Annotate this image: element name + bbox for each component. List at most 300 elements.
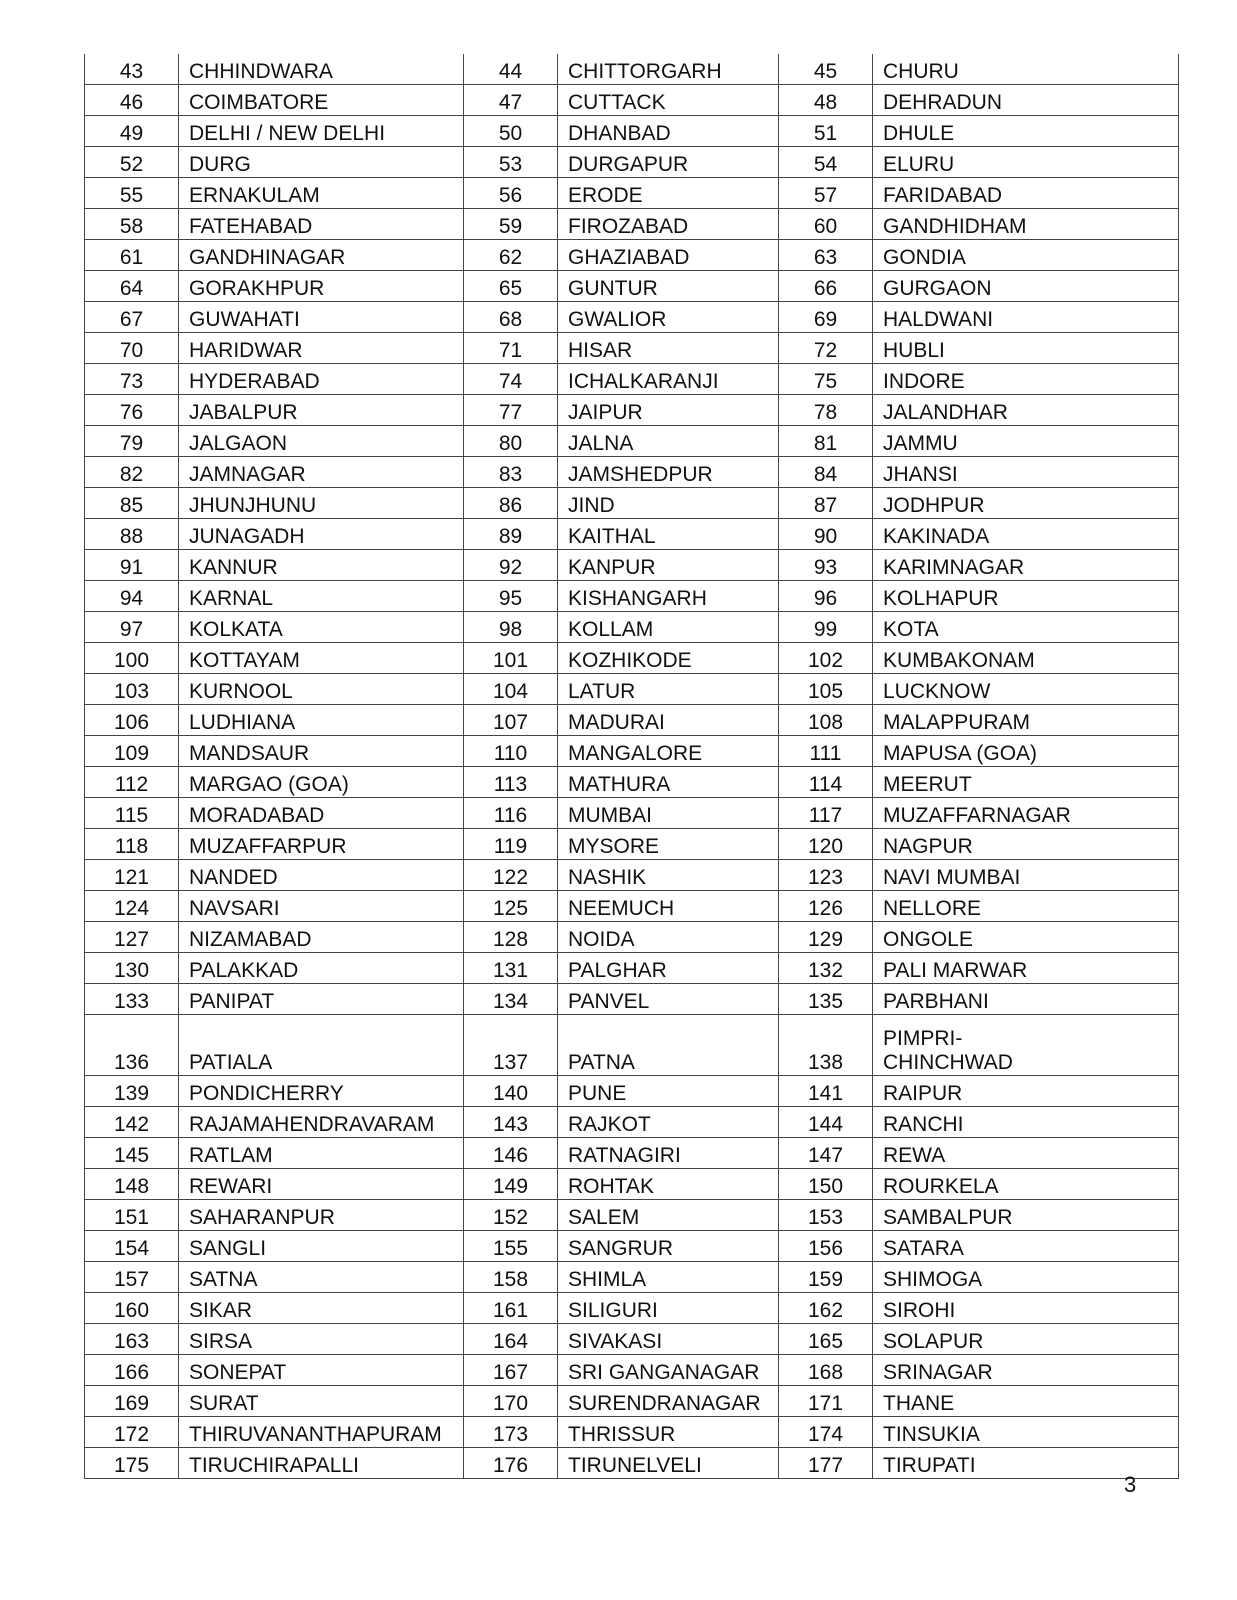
city-serial-number: 60: [779, 209, 873, 240]
city-name: FIROZABAD: [558, 209, 779, 240]
city-name: HYDERABAD: [179, 364, 464, 395]
city-name: HARIDWAR: [179, 333, 464, 364]
table-row: [85, 1076, 1179, 1107]
table-row: [85, 426, 1179, 457]
city-name: KAKINADA: [873, 519, 1179, 550]
city-serial-number: 157: [85, 1262, 179, 1293]
table-row: [85, 178, 1179, 209]
city-name: TIRUNELVELI: [558, 1448, 779, 1479]
city-name: GONDIA: [873, 240, 1179, 271]
city-serial-number: 176: [464, 1448, 558, 1479]
city-serial-number: 145: [85, 1138, 179, 1169]
city-serial-number: 107: [464, 705, 558, 736]
city-serial-number: 112: [85, 767, 179, 798]
city-serial-number: 55: [85, 178, 179, 209]
city-name: SIKAR: [179, 1293, 464, 1324]
city-serial-number: 70: [85, 333, 179, 364]
city-serial-number: 104: [464, 674, 558, 705]
city-serial-number: 53: [464, 147, 558, 178]
city-serial-number: 116: [464, 798, 558, 829]
table-row: [85, 209, 1179, 240]
city-name: GHAZIABAD: [558, 240, 779, 271]
city-serial-number: 86: [464, 488, 558, 519]
city-serial-number: 131: [464, 953, 558, 984]
table-row: [85, 860, 1179, 891]
city-serial-number: 88: [85, 519, 179, 550]
city-serial-number: 118: [85, 829, 179, 860]
city-name: NELLORE: [873, 891, 1179, 922]
city-name: NAVI MUMBAI: [873, 860, 1179, 891]
table-row: [85, 1355, 1179, 1386]
city-name: TINSUKIA: [873, 1417, 1179, 1448]
city-serial-number: 153: [779, 1200, 873, 1231]
city-serial-number: 72: [779, 333, 873, 364]
city-serial-number: 106: [85, 705, 179, 736]
city-serial-number: 165: [779, 1324, 873, 1355]
city-serial-number: 63: [779, 240, 873, 271]
city-serial-number: 101: [464, 643, 558, 674]
city-name: MANDSAUR: [179, 736, 464, 767]
city-serial-number: 151: [85, 1200, 179, 1231]
city-name: REWARI: [179, 1169, 464, 1200]
city-name: LATUR: [558, 674, 779, 705]
city-serial-number: 162: [779, 1293, 873, 1324]
city-name: JUNAGADH: [179, 519, 464, 550]
city-serial-number: 146: [464, 1138, 558, 1169]
city-name: ERODE: [558, 178, 779, 209]
table-row: [85, 1293, 1179, 1324]
city-serial-number: 141: [779, 1076, 873, 1107]
city-name: SRINAGAR: [873, 1355, 1179, 1386]
city-name: SALEM: [558, 1200, 779, 1231]
city-name: NEEMUCH: [558, 891, 779, 922]
city-serial-number: 79: [85, 426, 179, 457]
city-serial-number: 115: [85, 798, 179, 829]
city-serial-number: 58: [85, 209, 179, 240]
city-name: KARNAL: [179, 581, 464, 612]
city-serial-number: 159: [779, 1262, 873, 1293]
table-row: [85, 364, 1179, 395]
table-row: [85, 1200, 1179, 1231]
city-name: NANDED: [179, 860, 464, 891]
city-name: JALGAON: [179, 426, 464, 457]
city-name: SATNA: [179, 1262, 464, 1293]
city-serial-number: 167: [464, 1355, 558, 1386]
city-name: SILIGURI: [558, 1293, 779, 1324]
city-name: KANNUR: [179, 550, 464, 581]
city-name: JAMMU: [873, 426, 1179, 457]
city-name: HALDWANI: [873, 302, 1179, 333]
city-serial-number: 119: [464, 829, 558, 860]
city-name: DURG: [179, 147, 464, 178]
city-serial-number: 142: [85, 1107, 179, 1138]
city-name: PATIALA: [179, 1015, 464, 1076]
city-name: KOLHAPUR: [873, 581, 1179, 612]
city-name: JIND: [558, 488, 779, 519]
city-serial-number: 120: [779, 829, 873, 860]
city-name: KISHANGARH: [558, 581, 779, 612]
city-name: ROURKELA: [873, 1169, 1179, 1200]
city-serial-number: 98: [464, 612, 558, 643]
city-serial-number: 125: [464, 891, 558, 922]
city-serial-number: 44: [464, 54, 558, 85]
table-row: [85, 953, 1179, 984]
city-name: JODHPUR: [873, 488, 1179, 519]
table-row: [85, 705, 1179, 736]
city-name: KURNOOL: [179, 674, 464, 705]
city-serial-number: 117: [779, 798, 873, 829]
city-serial-number: 77: [464, 395, 558, 426]
city-serial-number: 133: [85, 984, 179, 1015]
city-name: KOLKATA: [179, 612, 464, 643]
city-name: DELHI / NEW DELHI: [179, 116, 464, 147]
city-serial-number: 51: [779, 116, 873, 147]
city-name: KOTTAYAM: [179, 643, 464, 674]
city-serial-number: 169: [85, 1386, 179, 1417]
city-name: KOLLAM: [558, 612, 779, 643]
city-name: MATHURA: [558, 767, 779, 798]
table-row: [85, 519, 1179, 550]
city-name: LUCKNOW: [873, 674, 1179, 705]
city-serial-number: 49: [85, 116, 179, 147]
city-name: KANPUR: [558, 550, 779, 581]
city-name: SIROHI: [873, 1293, 1179, 1324]
city-name: ELURU: [873, 147, 1179, 178]
city-serial-number: 50: [464, 116, 558, 147]
city-name: ICHALKARANJI: [558, 364, 779, 395]
city-name: KARIMNAGAR: [873, 550, 1179, 581]
city-name: SOLAPUR: [873, 1324, 1179, 1355]
city-serial-number: 122: [464, 860, 558, 891]
city-name: RAJAMAHENDRAVARAM: [179, 1107, 464, 1138]
table-row: [85, 240, 1179, 271]
city-name: JABALPUR: [179, 395, 464, 426]
table-row: [85, 612, 1179, 643]
city-serial-number: 140: [464, 1076, 558, 1107]
city-serial-number: 65: [464, 271, 558, 302]
table-row: [85, 767, 1179, 798]
city-serial-number: 84: [779, 457, 873, 488]
city-serial-number: 171: [779, 1386, 873, 1417]
city-serial-number: 148: [85, 1169, 179, 1200]
city-serial-number: 160: [85, 1293, 179, 1324]
city-serial-number: 172: [85, 1417, 179, 1448]
city-serial-number: 108: [779, 705, 873, 736]
city-serial-number: 155: [464, 1231, 558, 1262]
city-serial-number: 90: [779, 519, 873, 550]
city-serial-number: 78: [779, 395, 873, 426]
city-name: CHURU: [873, 54, 1179, 85]
table-row: [85, 333, 1179, 364]
city-name: GORAKHPUR: [179, 271, 464, 302]
city-serial-number: 97: [85, 612, 179, 643]
city-name: PATNA: [558, 1015, 779, 1076]
table-row: [85, 271, 1179, 302]
city-name: MEERUT: [873, 767, 1179, 798]
city-serial-number: 56: [464, 178, 558, 209]
city-serial-number: 93: [779, 550, 873, 581]
table-row: [85, 1262, 1179, 1293]
city-name: FARIDABAD: [873, 178, 1179, 209]
city-serial-number: 177: [779, 1448, 873, 1479]
city-name: SIVAKASI: [558, 1324, 779, 1355]
city-name: RAJKOT: [558, 1107, 779, 1138]
city-name: RANCHI: [873, 1107, 1179, 1138]
city-serial-number: 48: [779, 85, 873, 116]
city-serial-number: 67: [85, 302, 179, 333]
city-serial-number: 132: [779, 953, 873, 984]
city-name: NIZAMABAD: [179, 922, 464, 953]
city-serial-number: 96: [779, 581, 873, 612]
city-serial-number: 85: [85, 488, 179, 519]
city-name: SIRSA: [179, 1324, 464, 1355]
city-name: KOZHIKODE: [558, 643, 779, 674]
table-row: [85, 457, 1179, 488]
table-row: [85, 1138, 1179, 1169]
table-row: [85, 116, 1179, 147]
table-row: [85, 798, 1179, 829]
city-serial-number: 135: [779, 984, 873, 1015]
city-name: MARGAO (GOA): [179, 767, 464, 798]
table-row: [85, 1324, 1179, 1355]
table-row: [85, 1448, 1179, 1479]
city-serial-number: 170: [464, 1386, 558, 1417]
city-serial-number: 138: [779, 1015, 873, 1076]
city-name: THANE: [873, 1386, 1179, 1417]
city-name: INDORE: [873, 364, 1179, 395]
city-name: THRISSUR: [558, 1417, 779, 1448]
city-name: PUNE: [558, 1076, 779, 1107]
table-row: [85, 54, 1179, 85]
city-list-body: [85, 54, 1179, 1479]
city-serial-number: 175: [85, 1448, 179, 1479]
city-name: MORADABAD: [179, 798, 464, 829]
city-name: LUDHIANA: [179, 705, 464, 736]
city-name: DURGAPUR: [558, 147, 779, 178]
city-name: SHIMLA: [558, 1262, 779, 1293]
city-serial-number: 74: [464, 364, 558, 395]
table-row: [85, 488, 1179, 519]
city-serial-number: 110: [464, 736, 558, 767]
city-name: JALANDHAR: [873, 395, 1179, 426]
table-row: [85, 581, 1179, 612]
city-name: SAHARANPUR: [179, 1200, 464, 1231]
city-name: GANDHIDHAM: [873, 209, 1179, 240]
city-serial-number: 64: [85, 271, 179, 302]
city-serial-number: 134: [464, 984, 558, 1015]
city-name: NAGPUR: [873, 829, 1179, 860]
city-name: CHHINDWARA: [179, 54, 464, 85]
city-serial-number: 66: [779, 271, 873, 302]
page-number: 3: [1124, 1472, 1137, 1497]
city-serial-number: 154: [85, 1231, 179, 1262]
city-serial-number: 71: [464, 333, 558, 364]
city-name: ERNAKULAM: [179, 178, 464, 209]
city-serial-number: 69: [779, 302, 873, 333]
city-name: RATLAM: [179, 1138, 464, 1169]
city-name: SANGRUR: [558, 1231, 779, 1262]
city-name: JAMSHEDPUR: [558, 457, 779, 488]
city-serial-number: 136: [85, 1015, 179, 1076]
city-serial-number: 73: [85, 364, 179, 395]
city-name: MALAPPURAM: [873, 705, 1179, 736]
city-name: JHUNJHUNU: [179, 488, 464, 519]
city-name: KUMBAKONAM: [873, 643, 1179, 674]
city-name: MUZAFFARPUR: [179, 829, 464, 860]
city-name: SANGLI: [179, 1231, 464, 1262]
city-serial-number: 68: [464, 302, 558, 333]
city-name: NAVSARI: [179, 891, 464, 922]
city-serial-number: 128: [464, 922, 558, 953]
table-row: [85, 395, 1179, 426]
city-name: SHIMOGA: [873, 1262, 1179, 1293]
city-name: JAMNAGAR: [179, 457, 464, 488]
table-row: [85, 85, 1179, 116]
city-name: TIRUCHIRAPALLI: [179, 1448, 464, 1479]
city-serial-number: 158: [464, 1262, 558, 1293]
city-name: SATARA: [873, 1231, 1179, 1262]
city-name: DHANBAD: [558, 116, 779, 147]
table-row: [85, 1107, 1179, 1138]
city-serial-number: 124: [85, 891, 179, 922]
city-name: PANIPAT: [179, 984, 464, 1015]
table-row: [85, 736, 1179, 767]
city-serial-number: 150: [779, 1169, 873, 1200]
city-name: PONDICHERRY: [179, 1076, 464, 1107]
table-row: [85, 829, 1179, 860]
city-serial-number: 144: [779, 1107, 873, 1138]
city-serial-number: 149: [464, 1169, 558, 1200]
city-serial-number: 173: [464, 1417, 558, 1448]
city-serial-number: 130: [85, 953, 179, 984]
city-name: THIRUVANANTHAPURAM: [179, 1417, 464, 1448]
city-name: SONEPAT: [179, 1355, 464, 1386]
table-row: [85, 147, 1179, 178]
city-serial-number: 99: [779, 612, 873, 643]
city-name: GUNTUR: [558, 271, 779, 302]
city-serial-number: 87: [779, 488, 873, 519]
city-name: PALAKKAD: [179, 953, 464, 984]
city-serial-number: 105: [779, 674, 873, 705]
city-serial-number: 127: [85, 922, 179, 953]
city-name: MYSORE: [558, 829, 779, 860]
city-serial-number: 137: [464, 1015, 558, 1076]
city-list-table: [84, 54, 1179, 1479]
table-row: [85, 674, 1179, 705]
city-name: MAPUSA (GOA): [873, 736, 1179, 767]
city-name: ROHTAK: [558, 1169, 779, 1200]
city-name: PARBHANI: [873, 984, 1179, 1015]
city-serial-number: 156: [779, 1231, 873, 1262]
city-serial-number: 111: [779, 736, 873, 767]
city-serial-number: 152: [464, 1200, 558, 1231]
table-row: [85, 1386, 1179, 1417]
table-row: [85, 1231, 1179, 1262]
city-serial-number: 94: [85, 581, 179, 612]
city-serial-number: 81: [779, 426, 873, 457]
city-serial-number: 46: [85, 85, 179, 116]
city-name: MUMBAI: [558, 798, 779, 829]
city-serial-number: 83: [464, 457, 558, 488]
city-serial-number: 114: [779, 767, 873, 798]
city-name: NASHIK: [558, 860, 779, 891]
city-name: DEHRADUN: [873, 85, 1179, 116]
table-row: [85, 922, 1179, 953]
city-serial-number: 62: [464, 240, 558, 271]
city-name: FATEHABAD: [179, 209, 464, 240]
city-serial-number: 126: [779, 891, 873, 922]
table-row: [85, 550, 1179, 581]
city-serial-number: 91: [85, 550, 179, 581]
city-serial-number: 121: [85, 860, 179, 891]
city-name: HISAR: [558, 333, 779, 364]
city-name: SURENDRANAGAR: [558, 1386, 779, 1417]
city-name: DHULE: [873, 116, 1179, 147]
city-name: KOTA: [873, 612, 1179, 643]
city-name: HUBLI: [873, 333, 1179, 364]
city-serial-number: 139: [85, 1076, 179, 1107]
city-name: KAITHAL: [558, 519, 779, 550]
city-name: TIRUPATI: [873, 1448, 1179, 1479]
city-serial-number: 47: [464, 85, 558, 116]
city-serial-number: 174: [779, 1417, 873, 1448]
city-name: SAMBALPUR: [873, 1200, 1179, 1231]
city-serial-number: 168: [779, 1355, 873, 1386]
city-name: COIMBATORE: [179, 85, 464, 116]
city-name: SRI GANGANAGAR: [558, 1355, 779, 1386]
city-name: ONGOLE: [873, 922, 1179, 953]
city-name: GUWAHATI: [179, 302, 464, 333]
table-row: [85, 302, 1179, 333]
city-serial-number: 82: [85, 457, 179, 488]
table-row: [85, 1417, 1179, 1448]
city-serial-number: 161: [464, 1293, 558, 1324]
city-serial-number: 80: [464, 426, 558, 457]
city-serial-number: 75: [779, 364, 873, 395]
city-name: MADURAI: [558, 705, 779, 736]
table-row: [85, 1169, 1179, 1200]
table-row: [85, 643, 1179, 674]
city-serial-number: 45: [779, 54, 873, 85]
city-serial-number: 57: [779, 178, 873, 209]
city-serial-number: 92: [464, 550, 558, 581]
city-serial-number: 143: [464, 1107, 558, 1138]
city-name: PALI MARWAR: [873, 953, 1179, 984]
city-name: PALGHAR: [558, 953, 779, 984]
city-name: MANGALORE: [558, 736, 779, 767]
city-serial-number: 95: [464, 581, 558, 612]
city-serial-number: 61: [85, 240, 179, 271]
city-name: MUZAFFARNAGAR: [873, 798, 1179, 829]
city-name: JHANSI: [873, 457, 1179, 488]
city-name: GANDHINAGAR: [179, 240, 464, 271]
city-serial-number: 163: [85, 1324, 179, 1355]
city-serial-number: 89: [464, 519, 558, 550]
city-name: JAIPUR: [558, 395, 779, 426]
city-serial-number: 109: [85, 736, 179, 767]
city-serial-number: 52: [85, 147, 179, 178]
table-row: [85, 891, 1179, 922]
city-name: SURAT: [179, 1386, 464, 1417]
city-serial-number: 100: [85, 643, 179, 674]
city-name: GWALIOR: [558, 302, 779, 333]
city-serial-number: 164: [464, 1324, 558, 1355]
city-name: RATNAGIRI: [558, 1138, 779, 1169]
city-name: CUTTACK: [558, 85, 779, 116]
city-serial-number: 123: [779, 860, 873, 891]
city-serial-number: 147: [779, 1138, 873, 1169]
city-serial-number: 76: [85, 395, 179, 426]
